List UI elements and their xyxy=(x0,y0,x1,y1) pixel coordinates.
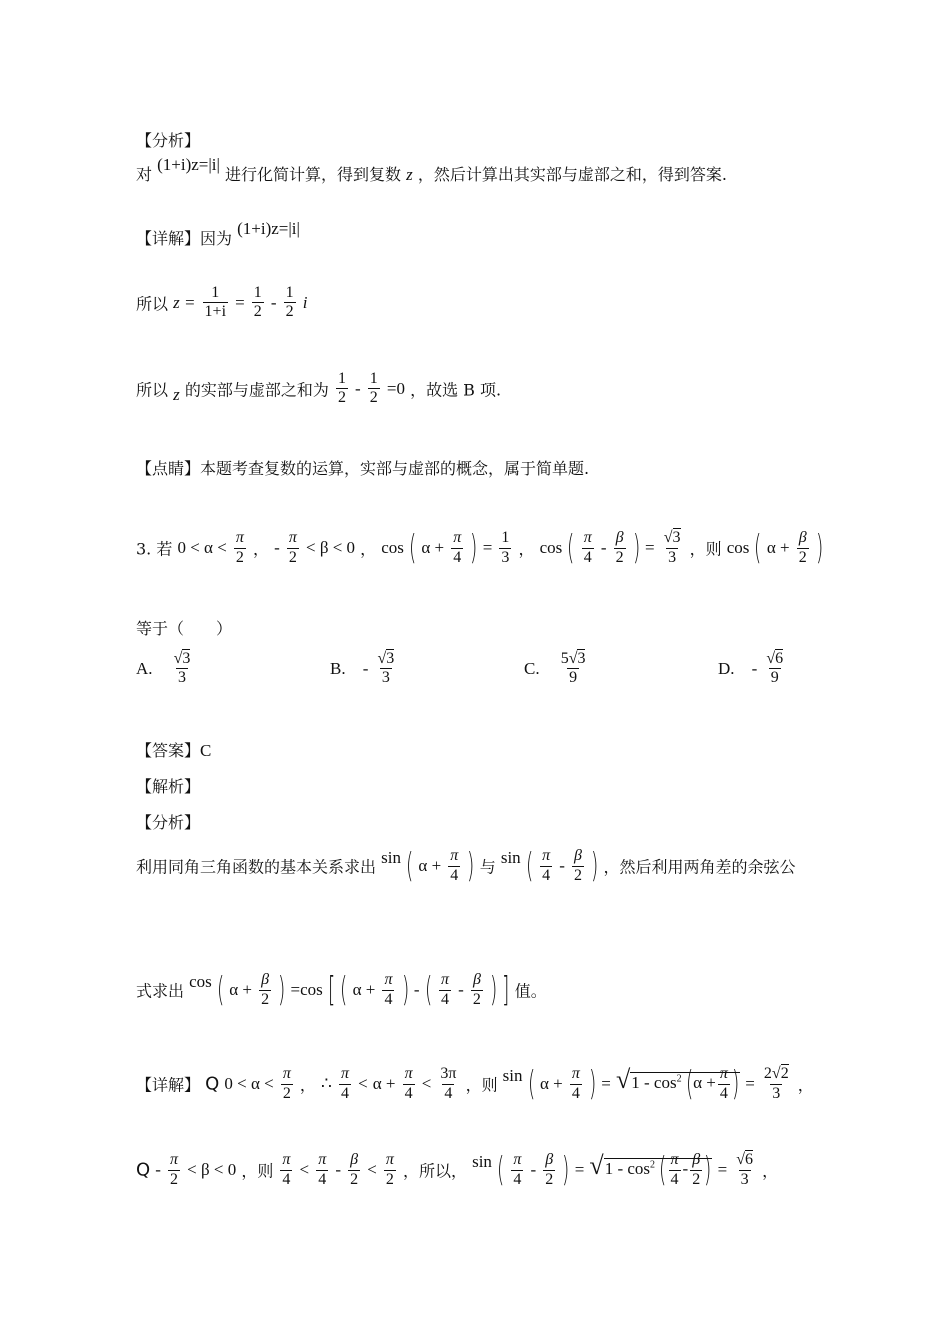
option-a[interactable]: A. $\frac{√3}{3}$ xyxy=(136,650,191,687)
fraction: $\frac{1}{2}$ xyxy=(369,370,378,407)
detail2-line-2: Q - $\frac{\pi}{2}$ < β < 0 ，则 $\frac{\pi}{4}$ < $\frac{\pi}{4}$ - $\frac{\beta}{2}$ < $\frac{\pi}{2}$ ，所以， sin ( $\frac{\pi}{4}$ - $\frac{\beta}{2}$ ) = $√1 - \cos^2$ ( $\frac{\pi}{4}$ - $\frac{\beta}{2}$ ) = $\frac{√6}{3}$ ， xyxy=(136,1150,779,1190)
equation-inline: (1+i)z=|i| xyxy=(237,219,300,238)
fraction: $\frac{1}{2}$ xyxy=(337,370,346,407)
equation-inline: (1+i)z=|i| xyxy=(157,155,220,174)
solution-line-1: 所以 z = $\frac{1}{1+i}$ = $\frac{1}{2}$ - $\frac{1}{2}$ i xyxy=(136,284,308,321)
analysis2-heading: 【分析】 xyxy=(136,813,201,832)
analysis-heading xyxy=(136,128,200,151)
answer-line: 【答案】C xyxy=(136,741,212,760)
analysis-text: 对 (1+i)z=|i| 进行化简计算，得到复数 z ，然后计算出其实部与虚部之和，得到答案. xyxy=(136,155,727,184)
fraction: $\frac{1}{1+i}$ xyxy=(204,284,227,321)
question-3: 3. 若 0 < α < $\frac{\pi}{2}$ ， - $\frac{\pi}{2}$ < β < 0 ， cos ( α + $\frac{\pi}{4}$ ) = $\frac{1}{3}$ ， cos ( $\frac{\pi}{4}$ - $\frac{\beta}{2}$ ) = $\frac{√3}{3}$ ，则 cos ( α + $\frac{\beta}{2}$ ) xyxy=(136,528,824,568)
fraction: $\frac{1}{2}$ xyxy=(285,284,294,321)
fraction: $\frac{1}{2}$ xyxy=(253,284,262,321)
analysis2-text: 利用同角三角函数的基本关系求出 sin ( α + $\frac{\pi}{4}$ ) 与 sin ( $\frac{\pi}{4}$ - $\frac{\beta}{2}$ ) ，然后利用两角差的余弦公 xyxy=(136,846,796,886)
jiexi-heading: 【解析】 xyxy=(136,777,201,796)
solution-line-2: 所以 z 的实部与虚部之和为 $\frac{1}{2}$ - $\frac{1}{2}$ =0 ，故选 B 项. xyxy=(136,370,502,407)
comment-line: 【点睛】本题考查复数的运算，实部与虚部的概念，属于简单题. xyxy=(136,459,590,478)
option-c[interactable]: C. $\frac{5√3}{9}$ xyxy=(524,650,586,687)
question-3-tail: 等于（ ） xyxy=(136,619,233,638)
option-b[interactable]: B. - $\frac{√3}{3}$ xyxy=(330,650,395,687)
analysis2-formula: 式求出 cos ( α + $\frac{\beta}{2}$ ) =cos [ ( α + $\frac{\pi}{4}$ ) - ( $\frac{\pi}{4}$ - $\frac{\beta}{2}$ ) ] 值。 xyxy=(136,970,547,1010)
analysis-tag: 【分析】 xyxy=(136,131,201,150)
detail-line: 【详解】因为 (1+i)z=|i| xyxy=(136,219,300,248)
option-d[interactable]: D. - $\frac{√6}{9}$ xyxy=(718,650,784,687)
detail2-line-1: 【详解】 Q 0 < α < $\frac{\pi}{2}$ ， ∴ $\frac{\pi}{4}$ < α + $\frac{\pi}{4}$ < $\frac{3\pi}{4}$ ，则 sin ( α + $\frac{\pi}{4}$ ) = $√1 - \cos^2 (\alpha$ + $\frac{\pi}{4}$ ) = $\frac{2√2}{3}$ ， xyxy=(136,1064,814,1104)
